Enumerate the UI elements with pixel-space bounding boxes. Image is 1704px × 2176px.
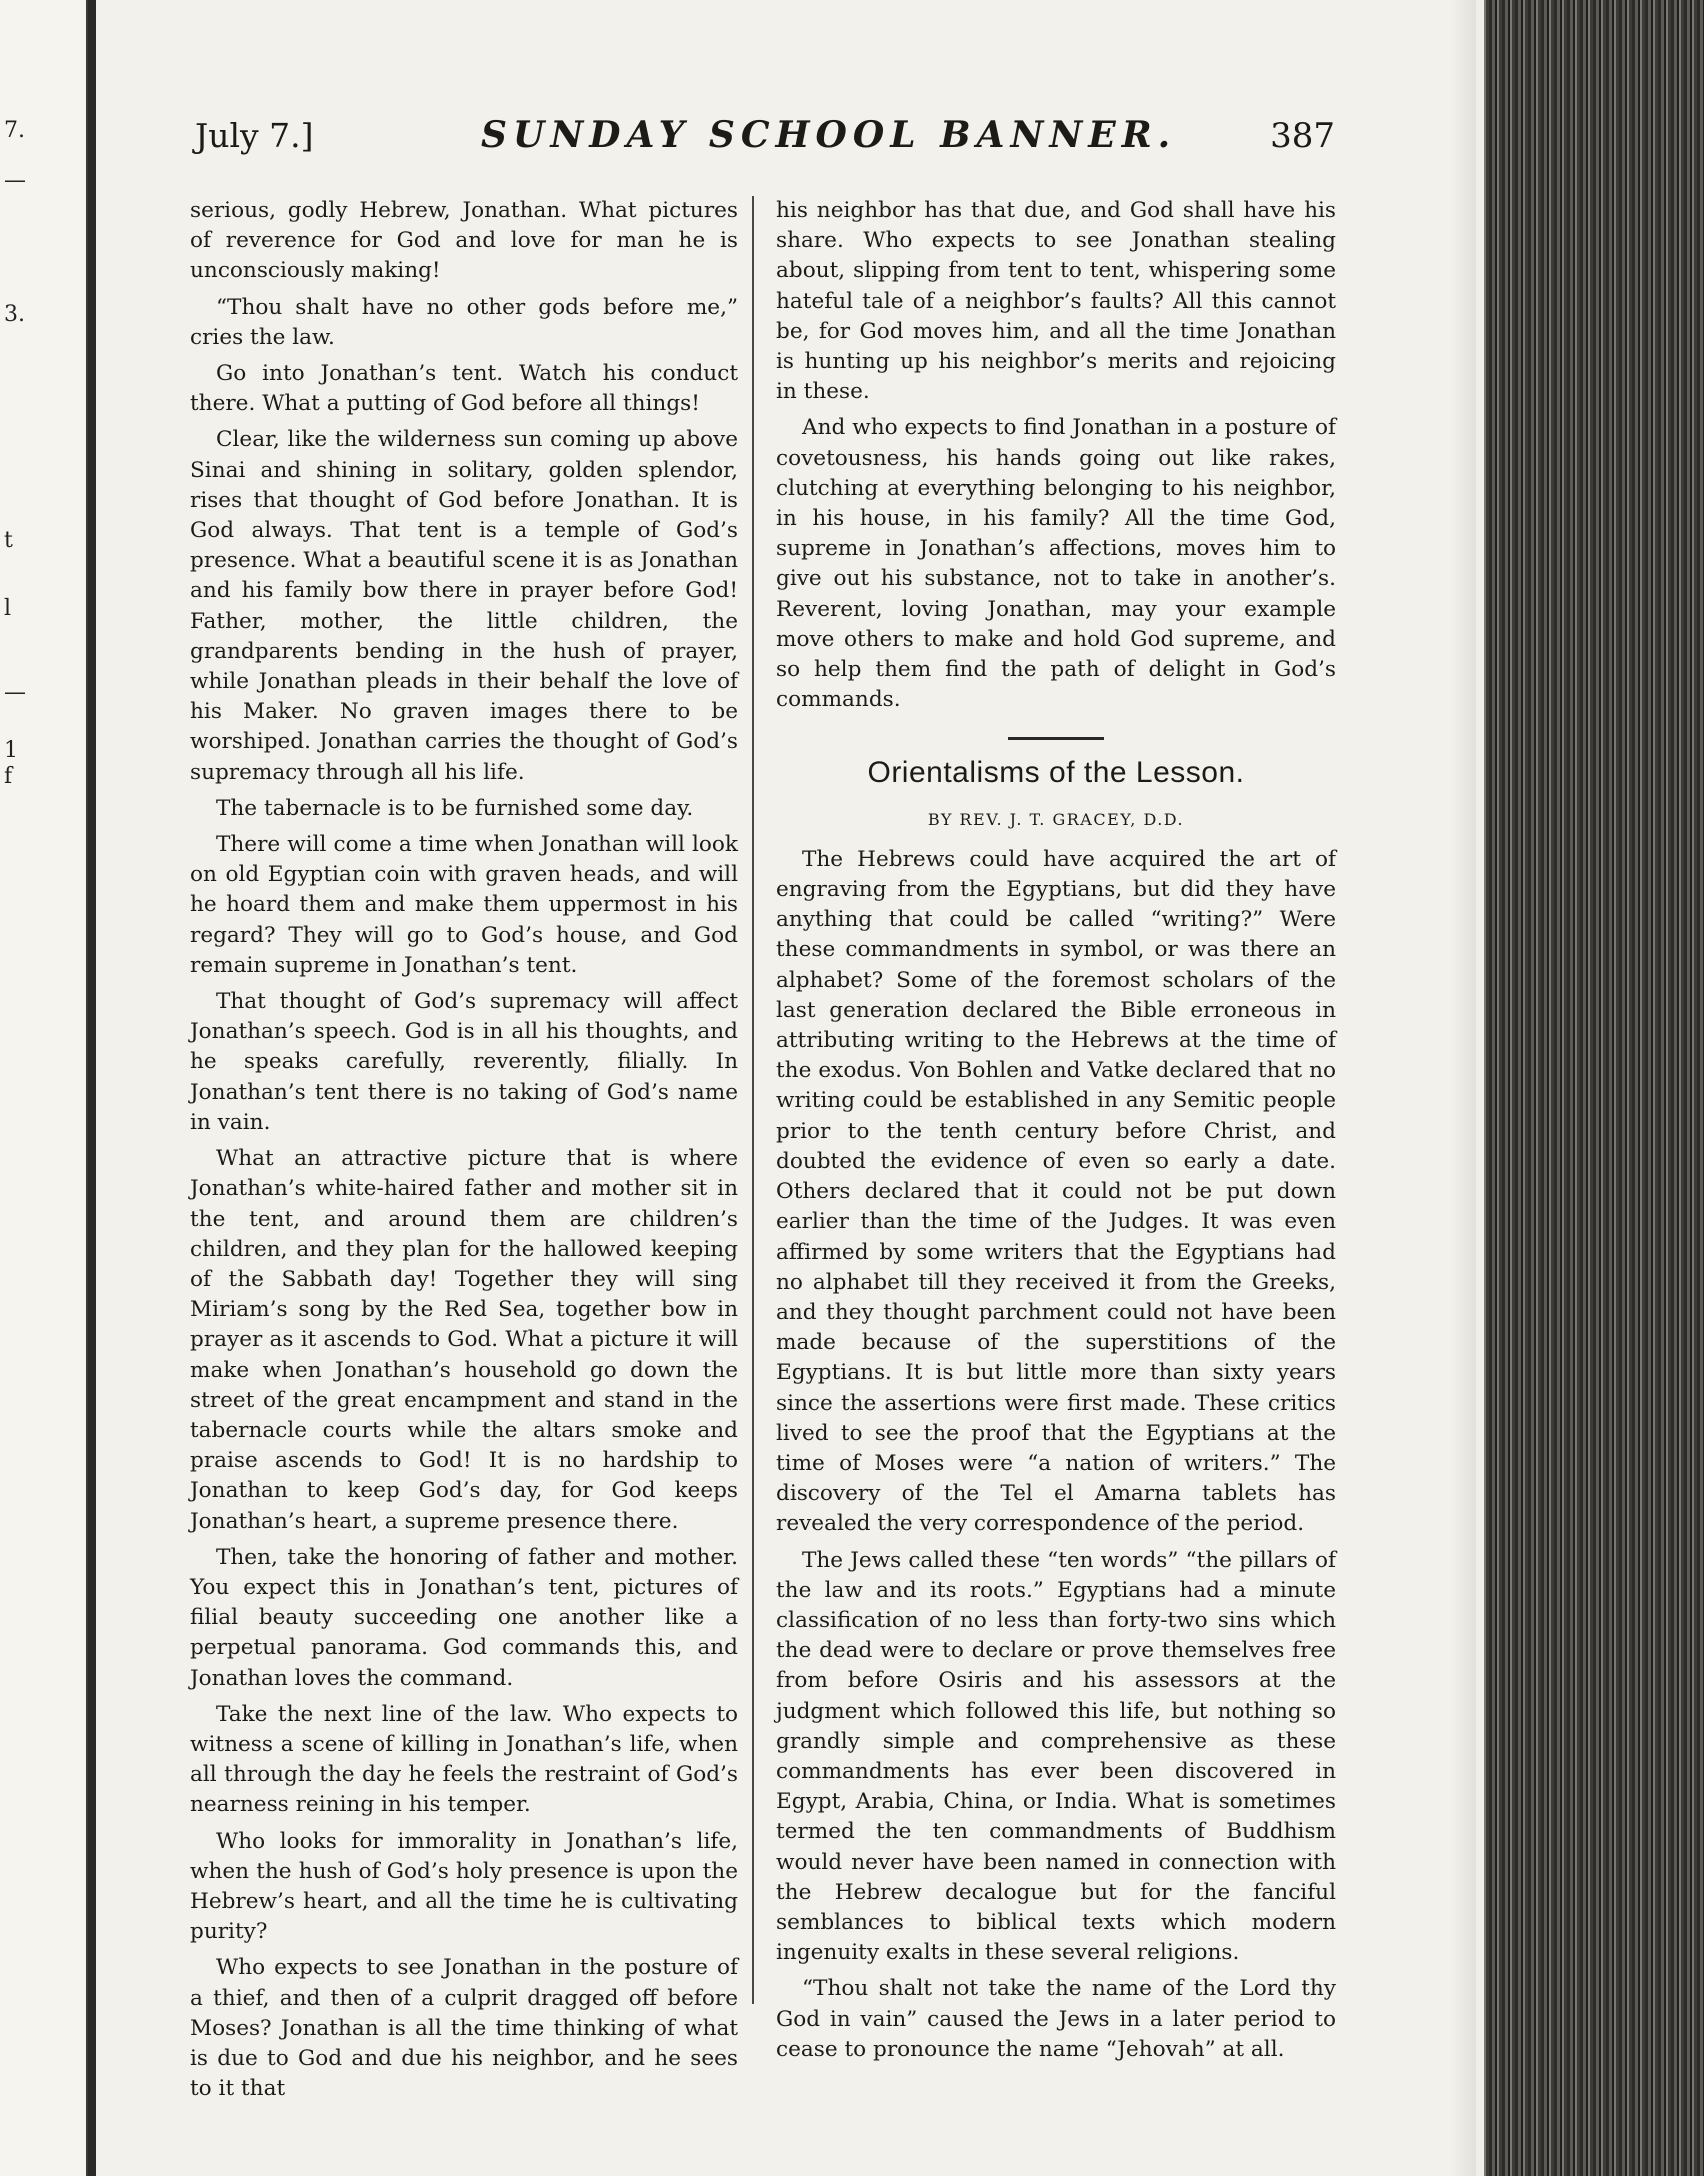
page-number: 387: [1270, 116, 1335, 156]
paragraph: “Thou shalt not take the name of the Lord thy God in vain” caused the Jews in a later period to cease to pronounce the name “Jehovah” at all.: [776, 1976, 1336, 2062]
paragraph: Who looks for immorality in Jonathan’s life, when the hush of God’s holy presence is upon the Hebrew’s heart, and all the time he is cultivating purity?: [190, 1828, 738, 1945]
book-binding: [88, 0, 96, 2176]
author-byline: BY REV. J. T. GRACEY, D.D.: [927, 809, 1185, 829]
paragraph: his neighbor has that due, and God shall have his share. Who expects to see Jonathan stealing about, slipping from tent to tent, whispering some hateful tale of a neighbor’s faults? All this cannot be, for God moves him, and all the time Jonathan is hunting up his neighbor’s merits and rejoicing in these.: [776, 198, 1336, 405]
paragraph: Who expects to see Jonathan in the posture of a thief, and then of a culprit dragged off before Moses? Jonathan is all the time thinking of what is due to God and due his neighbor, and he sees to it that: [190, 1955, 738, 2102]
left-column: [190, 196, 738, 2110]
paragraph: “Thou shalt have no other gods before me,” cries the law.: [190, 294, 738, 350]
section-divider: [1008, 737, 1104, 740]
margin-mark: f: [4, 764, 13, 789]
section-heading: Orientalisms of the Lesson.: [867, 756, 1245, 790]
paragraph: Then, take the honoring of father and mother. You expect this in Jonathan’s tent, pictures of filial beauty succeeding one another like a perpetual panorama. God commands this, and Jonathan loves the command.: [190, 1544, 738, 1691]
paragraph: serious, godly Hebrew, Jonathan. What pictures of reverence for God and love for man he is unconsciously making!: [190, 198, 738, 284]
paragraph: The tabernacle is to be furnished some day.: [216, 795, 694, 821]
margin-mark: —: [4, 168, 26, 193]
running-header: [195, 108, 1335, 178]
paragraph: There will come a time when Jonathan will look on old Egyptian coin with graven heads, and will he hoard them and make them uppermost in his regard? They will go to God’s house, and God remain supreme in Jonathan’s tent.: [190, 832, 738, 978]
paragraph: Go into Jonathan’s tent. Watch his conduct there. What a putting of God before all things!: [190, 361, 738, 417]
paragraph: Take the next line of the law. Who expects to witness a scene of killing in Jonathan’s life, when all through the day he feels the restraint of God’s nearness reining in his temper.: [190, 1701, 738, 1818]
margin-mark: l: [4, 596, 12, 621]
paragraph: And who expects to find Jonathan in a posture of covetousness, his hands going out like rakes, clutching at everything belonging to his neighbor, in his house, in his family? All the time God, supreme in Jonathan’s affections, moves him to give out his substance, not to take in another’s. Reverent, loving Jonathan, may your example move others to make and hold God supreme, and so help them find the path of delight in God’s commands.: [776, 415, 1336, 713]
margin-mark: 7.: [4, 118, 25, 143]
publication-title: SUNDAY SCHOOL BANNER.: [481, 114, 1177, 156]
paragraph: Clear, like the wilderness sun coming up above Sinai and shining in solitary, golden splendor, rises that thought of God before Jonathan. It is God always. That tent is a temple of God’s presence. What a beautiful scene it is as Jonathan and his family bow there in prayer before God! Father, mother, the little children, the grandparents bending in the hush of prayer, while Jonathan pleads in their behalf the love of his Maker. No graven images there to be worshiped. Jonathan carries the thought of God’s supremacy through all his life.: [190, 427, 738, 785]
margin-mark: 3.: [4, 302, 25, 327]
paragraph: That thought of God’s supremacy will affect Jonathan’s speech. God is in all his thoughts, and he speaks carefully, reverently, filially. In Jonathan’s tent there is no taking of God’s name in vain.: [190, 989, 738, 1135]
paragraph: What an attractive picture that is where Jonathan’s white-haired father and mother sit in the tent, and around them are children’s children, and they plan for the hallowed keeping of the Sabbath day! Together they will sing Miriam’s song by the Red Sea, together bow in prayer as it ascends to God. What a picture it will make when Jonathan’s household go down the street of the great encampment and stand in the tabernacle courts while the altars smoke and praise ascends to God! It is no hardship to Jonathan to keep God’s day, for God keeps Jonathan’s heart, a supreme presence there.: [190, 1146, 738, 1534]
right-column: [776, 196, 1336, 2071]
margin-mark: 1: [4, 738, 18, 763]
margin-mark: —: [4, 680, 26, 705]
margin-mark: t: [4, 528, 13, 553]
paragraph: The Hebrews could have acquired the art of engraving from the Egyptians, but did they have anything that could be called “writing?” Were these commandments in symbol, or was there an alphabet? Some of the foremost scholars of the last generation declared the Bible erroneous in attributing writing to the Hebrews at the time of the exodus. Von Bohlen and Vatke declared that no writing could be established in any Semitic people prior to the tenth century before Christ, and doubted the evidence of even so early a date. Others declared that it could not be put down earlier than the time of the Judges. It was even affirmed by some writers that the Egyptians had no alphabet till they received it from the Greeks, and they thought parchment could not have been made because of the superstitions of the Egyptians. It is but little more than sixty years since the assertions were first made. These critics lived to see the proof that the Egyptians at the time of Moses were “a nation of writers.” The discovery of the Tel el Amarna tablets has revealed the very correspondence of the period.: [776, 846, 1336, 1537]
column-rule: [752, 196, 754, 2004]
paragraph: The Jews called these “ten words” “the pillars of the law and its roots.” Egyptians had a minute classification of no less than forty-two sins which the dead were to declare or prove themselves free from before Osiris and his assessors at the judgment which followed this life, but nothing so grandly simple and comprehensive as these commandments has ever been discovered in Egypt, Arabia, China, or India. What is sometimes termed the ten commandments of Buddhism would never have been named in connection with the Hebrew decalogue but for the fanciful semblances to biblical texts which modern ingenuity exalts in these several religions.: [776, 1547, 1336, 1966]
header-date: July 7.]: [195, 116, 314, 155]
previous-page-margin-marks: [0, 0, 40, 2176]
page-stack-edge: [1476, 0, 1704, 2176]
